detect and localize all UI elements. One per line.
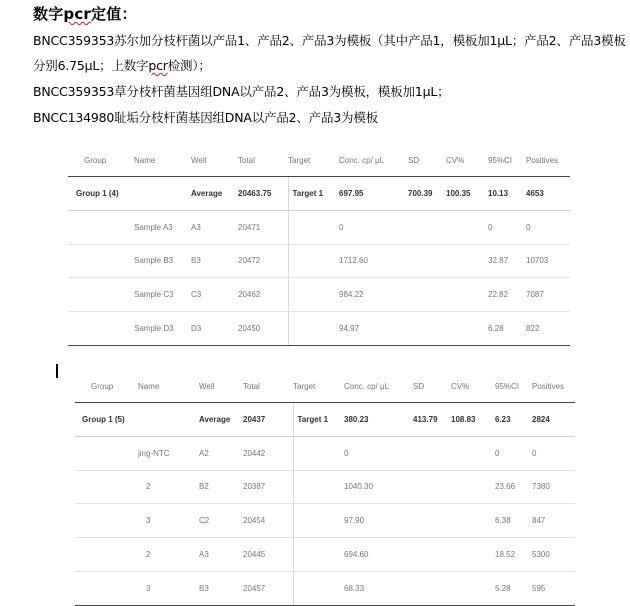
table-cell: 20387 xyxy=(243,470,293,504)
table-cell: 4653 xyxy=(526,177,570,211)
table-row xyxy=(75,504,575,538)
table-cell xyxy=(408,312,446,346)
table-cell: 108.83 xyxy=(451,403,495,437)
paragraph-line-3: BNCC359353草分枝杆菌基因组DNA以产品2、产品3为模板，模板加1μL； xyxy=(33,84,450,99)
table-cell: 2 xyxy=(138,538,199,572)
table-cell: Average xyxy=(191,177,238,211)
table-cell: Group 1 (4) xyxy=(68,177,134,211)
column-header: Well xyxy=(191,144,238,177)
table-cell xyxy=(446,312,488,346)
table-cell: Sample A3 xyxy=(134,210,191,244)
table-cell: 20471 xyxy=(238,210,288,244)
table-cell xyxy=(451,571,495,605)
table-cell: 2824 xyxy=(532,403,575,437)
table-cell: B2 xyxy=(199,470,243,504)
table-cell: 10.13 xyxy=(488,177,526,211)
table-cell: 0 xyxy=(344,436,413,470)
table-cell xyxy=(408,210,446,244)
column-header: Well xyxy=(199,370,243,403)
column-header: Conc. cp/ μL xyxy=(344,370,413,403)
column-header: Group xyxy=(68,144,134,177)
table-cell: 5.28 xyxy=(495,571,532,605)
table-cell: Target 1 xyxy=(293,403,344,437)
column-header: Positives xyxy=(526,144,570,177)
table-header-row xyxy=(75,370,575,403)
table-cell xyxy=(451,504,495,538)
table-cell: Sample B3 xyxy=(134,244,191,278)
table-cell xyxy=(413,571,451,605)
table-cell: 0 xyxy=(526,210,570,244)
table-row xyxy=(75,470,575,504)
table-cell: 0 xyxy=(339,210,408,244)
column-header: Positives xyxy=(532,370,575,403)
table-cell xyxy=(293,504,344,538)
results-table-1 xyxy=(68,144,570,346)
table-cell: 10703 xyxy=(526,244,570,278)
table-cell: A3 xyxy=(199,538,243,572)
table-cell xyxy=(75,436,138,470)
table-cell xyxy=(293,571,344,605)
table-cell: 3 xyxy=(138,571,199,605)
table-cell xyxy=(451,538,495,572)
column-header: 95%CI xyxy=(488,144,526,177)
table-row xyxy=(68,210,570,244)
table-row xyxy=(75,571,575,605)
table-cell xyxy=(446,210,488,244)
table-cell xyxy=(75,571,138,605)
table-cell: 20472 xyxy=(238,244,288,278)
table-cell xyxy=(413,436,451,470)
table-cell: 20442 xyxy=(243,436,293,470)
table-cell xyxy=(408,244,446,278)
table-cell: 7087 xyxy=(526,278,570,312)
table-cell: 100.35 xyxy=(446,177,488,211)
table-cell: jing-NTC xyxy=(138,436,199,470)
table-cell: A2 xyxy=(199,436,243,470)
table-cell: 2 xyxy=(138,470,199,504)
table-cell: 22.82 xyxy=(488,278,526,312)
table-cell: 595 xyxy=(532,571,575,605)
table-cell: 6.28 xyxy=(488,312,526,346)
paragraph-line-4: BNCC134980耻垢分枝杆菌基因组DNA以产品2、产品3为模板 xyxy=(33,110,378,125)
table-cell: 697.95 xyxy=(339,177,408,211)
table-cell xyxy=(68,312,134,346)
table-cell xyxy=(134,177,191,211)
table-cell xyxy=(408,278,446,312)
paragraph-line-2 xyxy=(33,56,211,74)
table-cell: 847 xyxy=(532,504,575,538)
table-cell xyxy=(446,244,488,278)
table-header-row xyxy=(68,144,570,177)
column-header: Total xyxy=(243,370,293,403)
table-cell: 1712.60 xyxy=(339,244,408,278)
table-cell: 413.79 xyxy=(413,403,451,437)
table-cell: 7380 xyxy=(532,470,575,504)
table-cell: 20454 xyxy=(243,504,293,538)
table-cell xyxy=(288,244,339,278)
paragraph-line-1: BNCC359353苏尔加分枝杆菌以产品1、产品2、产品3为模板（其中产品1，模板加1μL；产品2、产品3模板 xyxy=(33,33,626,48)
table-cell xyxy=(446,278,488,312)
table-cell: D3 xyxy=(191,312,238,346)
table-cell: 68.33 xyxy=(344,571,413,605)
table-cell xyxy=(138,403,199,437)
table-cell: Sample D3 xyxy=(134,312,191,346)
table-cell: Target 1 xyxy=(288,177,339,211)
table-row xyxy=(68,278,570,312)
column-header: Name xyxy=(138,370,199,403)
column-header: Target xyxy=(293,370,344,403)
table-cell xyxy=(75,470,138,504)
table-row xyxy=(68,312,570,346)
table-cell: A3 xyxy=(191,210,238,244)
table-cell xyxy=(451,436,495,470)
table-cell xyxy=(413,538,451,572)
table-cell: C2 xyxy=(199,504,243,538)
table-cell xyxy=(293,470,344,504)
table-cell xyxy=(68,244,134,278)
table-group-row xyxy=(75,403,575,437)
line2-text-3: 检测）； xyxy=(167,58,211,73)
heading-text-3: 定值： xyxy=(91,5,137,23)
table-cell: B3 xyxy=(199,571,243,605)
line2-text-1: 分别6.75μL；上数字 xyxy=(33,58,149,73)
results-table-2 xyxy=(75,370,575,606)
table-cell: 1040.30 xyxy=(344,470,413,504)
table-cell: Group 1 (5) xyxy=(75,403,138,437)
column-header: Conc. cp/ μL xyxy=(339,144,408,177)
table-cell: Sample C3 xyxy=(134,278,191,312)
table-cell xyxy=(68,278,134,312)
table-cell xyxy=(413,470,451,504)
column-header: 95%CI xyxy=(495,370,532,403)
table-cell: B3 xyxy=(191,244,238,278)
column-header: Target xyxy=(288,144,339,177)
table-cell: Average xyxy=(199,403,243,437)
table-cell xyxy=(288,278,339,312)
table-cell xyxy=(75,504,138,538)
column-header: SD xyxy=(408,144,446,177)
heading-text-2: pcr xyxy=(63,5,92,23)
column-header: SD xyxy=(413,370,451,403)
table-cell: 380.23 xyxy=(344,403,413,437)
table-cell: 20457 xyxy=(243,571,293,605)
table-cell: 20437 xyxy=(243,403,293,437)
table-cell: 0 xyxy=(532,436,575,470)
table-cell xyxy=(75,538,138,572)
table-cell xyxy=(68,210,134,244)
table-cell: 23.66 xyxy=(495,470,532,504)
table-cell: 6.23 xyxy=(495,403,532,437)
table-cell: 984.22 xyxy=(339,278,408,312)
column-header: Name xyxy=(134,144,191,177)
heading-text-1: 数字 xyxy=(33,5,64,23)
table-cell: 32.87 xyxy=(488,244,526,278)
table-row xyxy=(68,244,570,278)
table-cell: 20463.75 xyxy=(238,177,288,211)
table-cell: 94.97 xyxy=(339,312,408,346)
column-header: CV% xyxy=(446,144,488,177)
table-cell xyxy=(451,470,495,504)
column-header: Group xyxy=(75,370,138,403)
table-cell: 694.60 xyxy=(344,538,413,572)
table-cell xyxy=(293,538,344,572)
table-cell: 700.39 xyxy=(408,177,446,211)
table-cell: C3 xyxy=(191,278,238,312)
section-heading xyxy=(33,3,137,24)
table-cell: 97.90 xyxy=(344,504,413,538)
table-group-row xyxy=(68,177,570,211)
table-cell xyxy=(288,312,339,346)
table-row xyxy=(75,538,575,572)
table-cell: 20462 xyxy=(238,278,288,312)
table-cell: 6.38 xyxy=(495,504,532,538)
table-cell xyxy=(413,504,451,538)
table-cell: 18.52 xyxy=(495,538,532,572)
table-cell: 822 xyxy=(526,312,570,346)
line2-text-2: pcr xyxy=(148,58,168,73)
table-cell: 3 xyxy=(138,504,199,538)
table-cell: 5300 xyxy=(532,538,575,572)
table-cell xyxy=(288,210,339,244)
table-row xyxy=(75,436,575,470)
table-cell xyxy=(293,436,344,470)
table-cell: 0 xyxy=(488,210,526,244)
table-cell: 0 xyxy=(495,436,532,470)
table-cell: 20450 xyxy=(238,312,288,346)
column-header: CV% xyxy=(451,370,495,403)
text-cursor xyxy=(56,364,58,378)
table-cell: 20445 xyxy=(243,538,293,572)
column-header: Total xyxy=(238,144,288,177)
